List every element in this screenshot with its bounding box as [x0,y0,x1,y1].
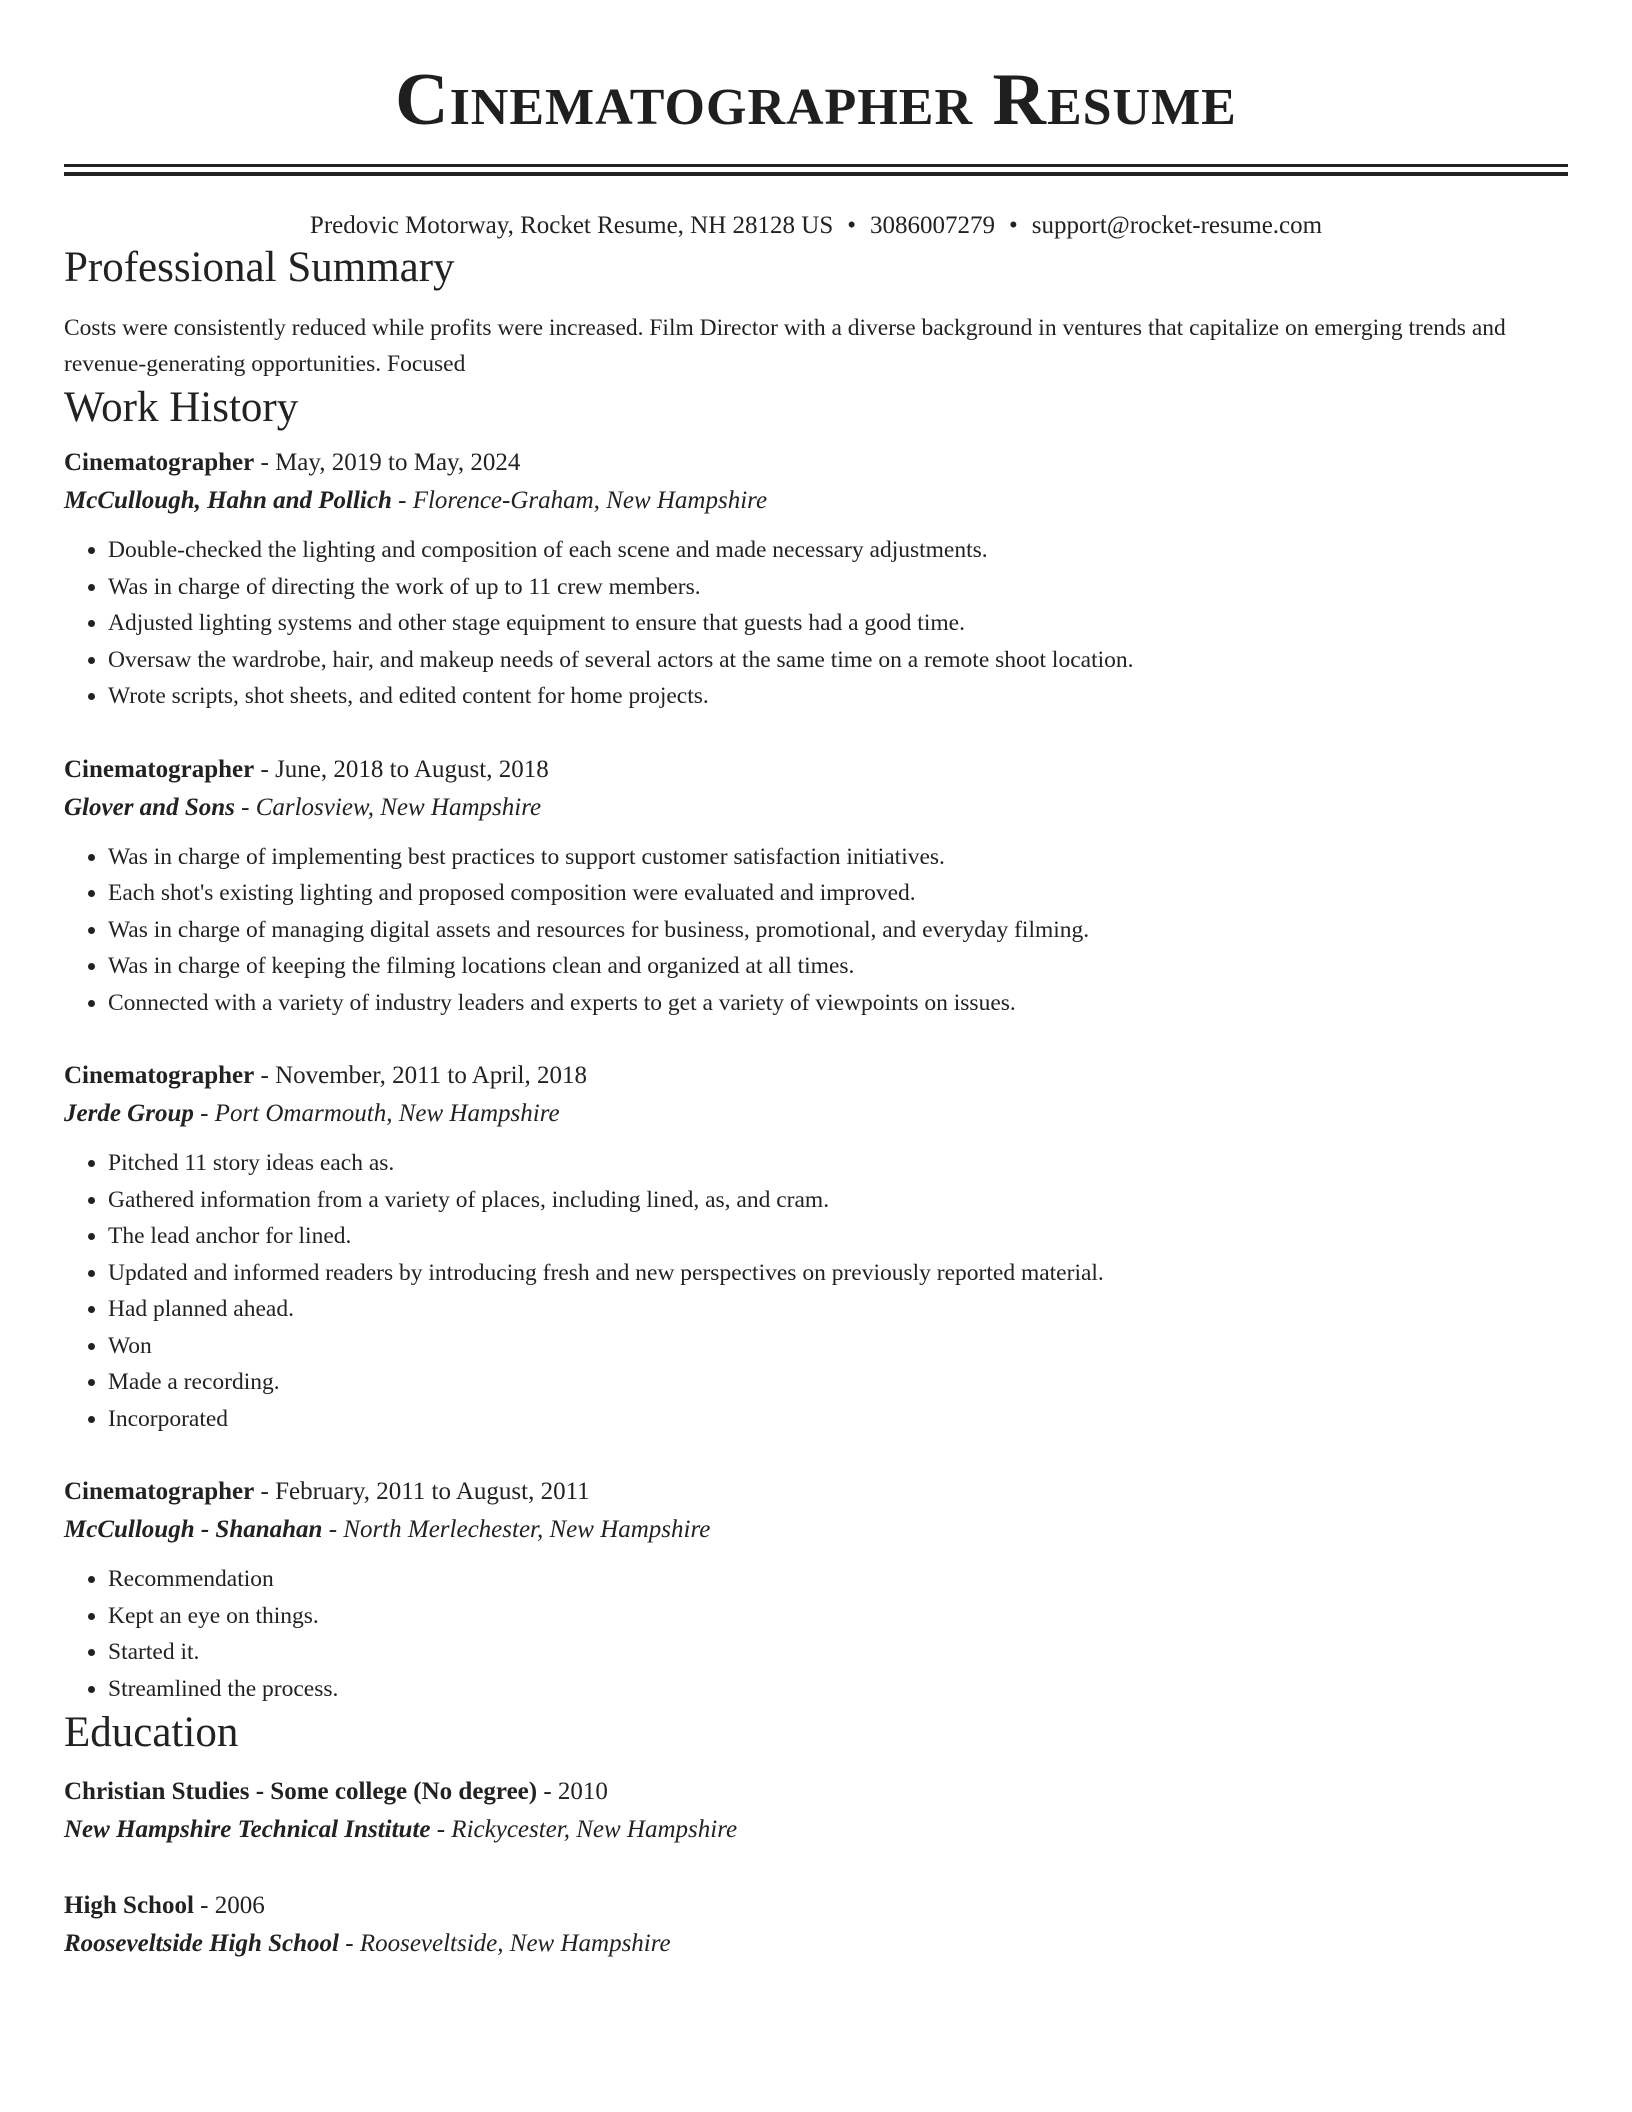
contact-phone: 3086007279 [870,212,996,239]
job-bullet: • Each shot's existing lighting and proposed composition were evaluated and improved. [108,875,1568,912]
degree-year: - 2006 [193,1892,265,1919]
job-bullet: • Was in charge of managing digital assets and resources for business, promotional, and everyday filming. [108,912,1568,949]
contact-line [64,210,1568,242]
title-divider [64,164,1568,176]
company-name: Glover and Sons [64,793,235,821]
company-line [64,482,1568,520]
job-bullets [64,1561,1568,1707]
job-dates: - February, 2011 to August, 2011 [254,1478,590,1505]
school-location: - Rooseveltside, New Hampshire [339,1930,671,1957]
job-bullet: • Adjusted lighting systems and other stage equipment to ensure that guests had a good time. [108,605,1568,642]
job-title: Cinematographer [64,1478,255,1505]
job-bullets [64,1145,1568,1437]
school-line [64,1925,1568,1963]
job-bullet: • Wrote scripts, shot sheets, and edited content for home projects. [108,678,1568,715]
job-dates: - May, 2019 to May, 2024 [254,449,521,476]
degree-name: High School [64,1892,194,1919]
company-line [64,1511,1568,1549]
job-entry [64,751,1568,1022]
job-dates: - November, 2011 to April, 2018 [254,1062,588,1089]
resume-title: Cinematographer Resume [395,59,1237,141]
job-bullet: • Oversaw the wardrobe, hair, and makeup needs of several actors at the same time on a remote shoot location. [108,642,1568,679]
job-bullet: • Incorporated [108,1401,1568,1438]
company-name: McCullough - Shanahan [64,1516,323,1543]
education-entry [64,1773,1568,1849]
work-history-heading: Work History [64,384,299,431]
summary-text: Costs were consistently reduced while profits were increased. Film Director with a diverse background in ventures that capitalize on emerging trends and revenue-generating opportunities. Focused [64,315,1506,377]
job-title: Cinematographer [64,1062,255,1089]
company-location: - Florence-Graham, New Hampshire [391,487,768,514]
job-bullet: • Made a recording. [108,1364,1568,1401]
job-title-line [64,751,1568,789]
job-bullet: • Pitched 11 story ideas each as. [108,1145,1568,1182]
job-bullets [64,839,1568,1022]
job-title-line [64,1473,1568,1511]
contact-email: support@rocket-resume.com [1031,212,1323,239]
contact-separator: • [847,212,857,239]
company-line [64,1095,1568,1133]
job-bullet: • Recommendation [108,1561,1568,1598]
job-bullet: • Was in charge of directing the work of up to 11 crew members. [108,569,1568,606]
education-heading: Education [64,1709,239,1756]
job-entry [64,444,1568,715]
company-name: Jerde Group [64,1100,194,1127]
summary-heading: Professional Summary [64,244,455,291]
job-title: Cinematographer [64,755,255,783]
degree-name: Christian Studies - Some college (No degree) [64,1778,538,1805]
contact-address: Predovic Motorway, Rocket Resume, NH 28128 US [309,212,834,239]
company-location: - North Merlechester, New Hampshire [322,1516,711,1543]
school-line [64,1811,1568,1849]
job-bullets [64,532,1568,715]
job-bullet: • Gathered information from a variety of places, including lined, as, and cram. [108,1182,1568,1219]
job-bullet: • The lead anchor for lined. [108,1218,1568,1255]
degree-year: - 2010 [537,1778,608,1805]
job-bullet: • Updated and informed readers by introducing fresh and new perspectives on previously reported material. [108,1255,1568,1292]
job-bullet: • Started it. [108,1634,1568,1671]
job-bullet: • Was in charge of keeping the filming locations clean and organized at all times. [108,948,1568,985]
contact-separator: • [1009,212,1018,239]
job-bullet: • Streamlined the process. [108,1671,1568,1708]
job-bullet: • Double-checked the lighting and composition of each scene and made necessary adjustments. [108,532,1568,569]
company-location: - Carlosview, New Hampshire [234,793,542,821]
school-location: - Rickycester, New Hampshire [430,1816,738,1843]
job-title-line [64,444,1568,482]
company-name: McCullough, Hahn and Pollich [64,487,392,514]
school-name: Rooseveltside High School [64,1930,339,1957]
job-title: Cinematographer [64,449,255,476]
company-line [64,789,1568,827]
job-bullet: • Kept an eye on things. [108,1598,1568,1635]
degree-line [64,1773,1568,1811]
job-entry [64,1473,1568,1707]
company-location: - Port Omarmouth, New Hampshire [193,1100,560,1127]
school-name: New Hampshire Technical Institute [64,1816,431,1843]
job-entry [64,1057,1568,1437]
job-bullet: • Won [108,1328,1568,1365]
job-dates: - June, 2018 to August, 2018 [254,755,549,783]
job-bullet: • Had planned ahead. [108,1291,1568,1328]
job-title-line [64,1057,1568,1095]
degree-line [64,1887,1568,1925]
job-bullet: • Was in charge of implementing best practices to support customer satisfaction initiatives. [108,839,1568,876]
education-entry [64,1887,1568,1963]
job-bullet: • Connected with a variety of industry leaders and experts to get a variety of viewpoints on issues. [108,985,1568,1022]
